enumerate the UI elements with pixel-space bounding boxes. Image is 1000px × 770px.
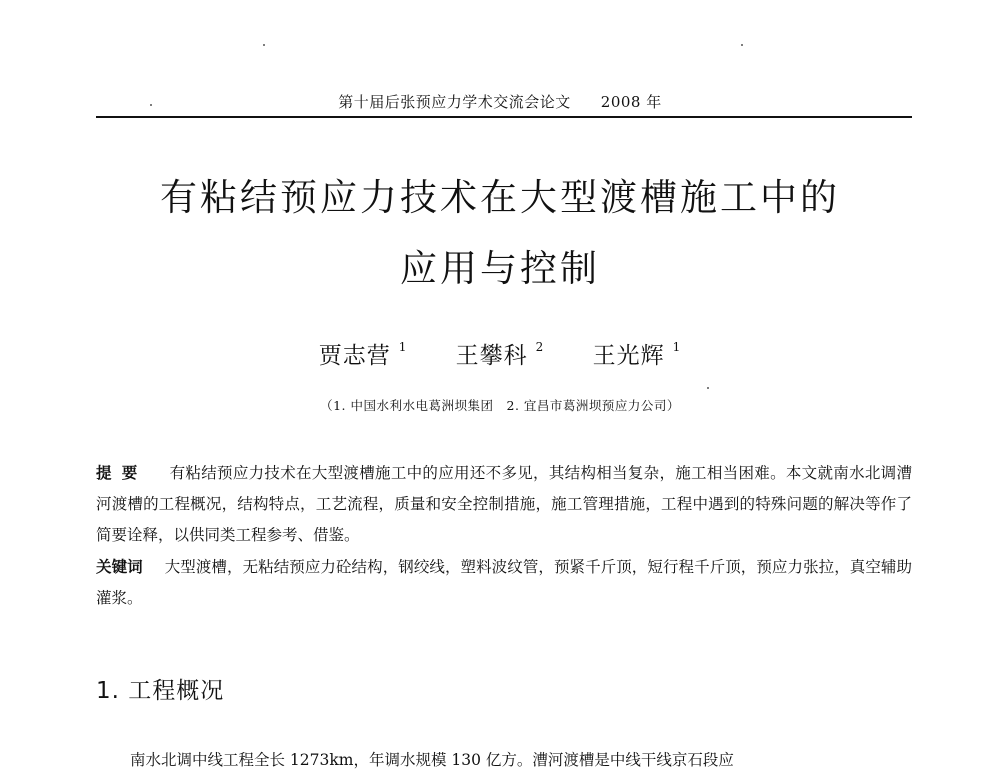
- author-affil-mark: 1: [672, 340, 682, 354]
- paper-title-line-2: 应用与控制: [400, 247, 600, 290]
- author: [592, 340, 682, 369]
- author: [318, 340, 408, 369]
- paper-title-line-1: 有粘结预应力技术在大型渡槽施工中的: [160, 176, 840, 219]
- scan-speck: [741, 44, 743, 46]
- keywords-text: 大型渡槽，无粘结预应力砼结构，钢绞线，塑料波纹管，预紧千斤顶，短行程千斤顶，预应力张拉，真空辅助灌浆。: [96, 558, 912, 607]
- author-list: [0, 337, 1000, 370]
- author: [455, 340, 545, 369]
- abstract-text: 有粘结预应力技术在大型渡槽施工中的应用还不多见，其结构相当复杂，施工相当困难。本文就南水北调漕河渡槽的工程概况，结构特点，工艺流程，质量和安全控制措施，施工管理措施，工程中遇到的特殊问题的解决等作了简要诠释，以供同类工程参考、借鉴。: [96, 464, 912, 544]
- author-affil-mark: 2: [535, 340, 545, 354]
- author-name: 王光辉: [592, 343, 665, 369]
- author-name: 贾志营: [318, 343, 391, 369]
- keywords-label: 关键词: [96, 557, 143, 576]
- keywords: [96, 551, 912, 614]
- scan-speck: [707, 387, 709, 389]
- running-header: [0, 91, 1000, 112]
- body-text: 南水北调中线工程全长 1273km，年调水规模 130 亿方。漕河渡槽是中线干线京石段应: [130, 751, 734, 769]
- author-name: 王攀科: [455, 343, 528, 369]
- header-rule: [96, 116, 912, 118]
- author-affil-mark: 1: [398, 340, 408, 354]
- header-year: 2008 年: [600, 93, 662, 111]
- affiliations: （1. 中国水利水电葛洲坝集团 2. 宜昌市葛洲坝预应力公司）: [320, 398, 680, 413]
- section-heading: 1. 工程概况: [96, 678, 225, 704]
- abstract-label: 提要: [96, 463, 148, 482]
- scan-speck: [263, 44, 265, 46]
- header-title: 第十届后张预应力学术交流会论文: [338, 93, 571, 111]
- abstract: [96, 457, 912, 551]
